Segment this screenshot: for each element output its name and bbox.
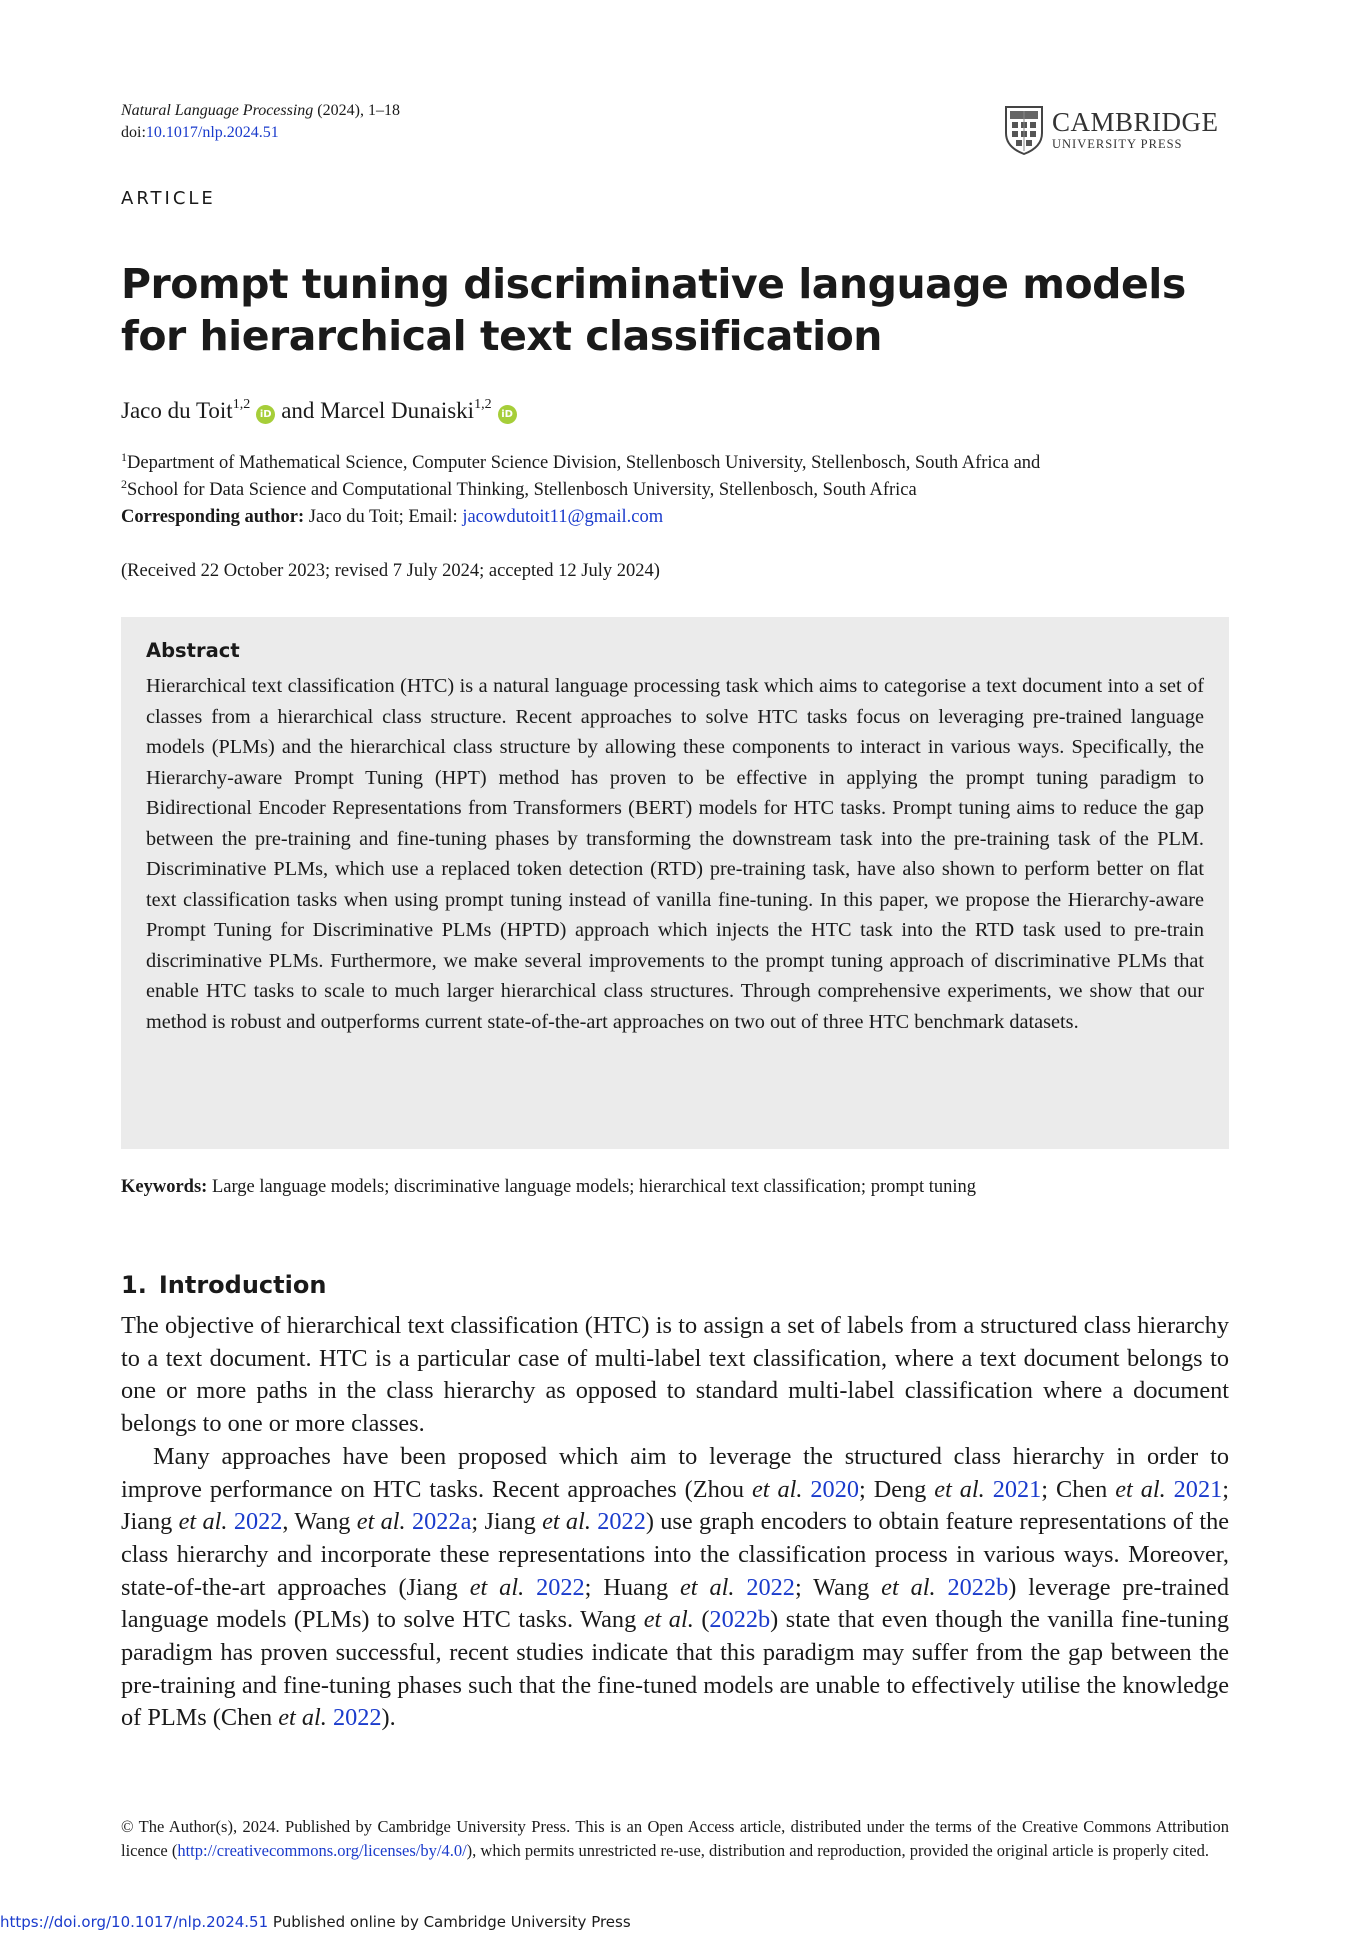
text-run (985, 1476, 993, 1503)
copyright-notice (121, 1815, 1229, 1863)
footer-doi-link[interactable]: https://doi.org/10.1017/nlp.2024.51 (0, 1913, 269, 1931)
publisher-logo (1004, 104, 1229, 156)
abstract-heading: Abstract (146, 639, 240, 662)
citation-link[interactable]: 2021 (1173, 1475, 1223, 1503)
affiliation-number: 2 (121, 477, 127, 491)
corresponding-text: Jaco du Toit; Email: (304, 507, 463, 527)
author-name: Jaco du Toit (121, 398, 233, 423)
abstract-box (121, 617, 1229, 1149)
text-run: ) use graph encoders to obtain feature representations of the class hierarchy and incorporate these representations into the classification process in various ways. Moreover, state-of-the-art approaches (Jiang (121, 1508, 1230, 1601)
citation-link[interactable]: 2022b (947, 1573, 1009, 1601)
orcid-icon[interactable]: iD (498, 405, 517, 424)
keywords-text: Large language models; discriminative language models; hierarchical text classification; prompt tuning (207, 1177, 977, 1197)
doi-link[interactable]: 10.1017/nlp.2024.51 (145, 124, 279, 141)
article-type-label: ARTICLE (121, 188, 216, 209)
corresponding-label: Corresponding author: (121, 507, 305, 527)
italic-run: et al. (643, 1606, 694, 1634)
copyright-text: ), which permits unrestricted re-use, distribution and reproduction, provided the original article is properly cited. (466, 1841, 1209, 1860)
doi-prefix: doi: (121, 124, 146, 141)
section-heading (121, 1270, 326, 1300)
italic-run: et al. (751, 1475, 803, 1503)
received-dates: (Received 22 October 2023; revised 7 July 2024; accepted 12 July 2024) (121, 561, 660, 581)
citation-link[interactable]: 2020 (810, 1475, 859, 1503)
text-run (734, 1574, 746, 1601)
text-run (524, 1574, 536, 1601)
affiliation-text: School for Data Science and Computational Thinking, Stellenbosch University, Stellenbosch, South Africa (127, 480, 917, 500)
body-text (121, 1310, 1229, 1735)
citation-link[interactable]: 2022 (233, 1508, 283, 1536)
italic-run: et al. (934, 1475, 985, 1503)
copyright-text: © The Author(s), 2024. Published by Cambridge University Press. This is an Open Access article, distributed under the terms of the Creative Commons Attribution licence ( (121, 1817, 1229, 1860)
text-run (1166, 1476, 1174, 1503)
text-run: ) state that even though the vanilla fine-tuning paradigm has proven successful, recent studies indicate that this paradigm may suffer from the gap between the pre-training and fine-tuning phases such that the fine-tuned models are unable to effectively utilise the knowledge of PLMs (Chen (121, 1606, 1230, 1732)
text-run: , Wang (282, 1508, 357, 1536)
keywords (121, 1174, 976, 1200)
license-link[interactable]: http://creativecommons.org/licenses/by/4.0/ (177, 1841, 467, 1860)
journal-name: Natural Language Processing (121, 102, 314, 119)
text-run: ( (693, 1606, 710, 1634)
italic-run: et al. (680, 1573, 735, 1601)
author-affiliation-sup: 1,2 (232, 397, 251, 412)
journal-header (121, 100, 400, 144)
text-run: ). (381, 1704, 396, 1732)
italic-run: et al. (542, 1508, 591, 1536)
text-run: Many approaches have been proposed which aim to leverage the structured class hierarchy in order to improve performance on HTC tasks. Recent approaches (Zhou (121, 1442, 1229, 1503)
affiliation-number: 1 (121, 450, 127, 464)
email-link[interactable]: jacowdutoit11@gmail.com (462, 507, 664, 527)
abstract-text: Hierarchical text classification (HTC) is a natural language processing task which aims to categorise a text document into a set of classes from a hierarchical class structure. Recent approaches to solve HTC tasks focus on leveraging pre-trained language models (PLMs) and the hierarchical class structure by allowing these components to interact in various ways. Specifically, the Hierarchy-aware Prompt Tuning (HPT) method has proven to be effective in applying the prompt tuning paradigm to Bidirectional Encoder Representations from Transformers (BERT) models for HTC tasks. Prompt tuning aims to reduce the gap between the pre-training and fine-tuning phases by transforming the downstream task into the pre-training task of the PLM. Discriminative PLMs, which use a replaced token detection (RTD) pre-training task, have also shown to perform better on flat text classification tasks when using prompt tuning instead of vanilla fine-tuning. In this paper, we propose the Hierarchy-aware Prompt Tuning for Discriminative PLMs (HPTD) approach which injects the HTC task into the RTD task used to pre-train discriminative PLMs. Furthermore, we make several improvements to the prompt tuning approach of discriminative PLMs that enable HTC tasks to scale to much larger hierarchical class structures. Through comprehensive experiments, we show that our method is robust and outperforms current state-of-the-art approaches on two out of three HTC benchmark datasets. (146, 675, 1204, 1033)
section-title: Introduction (158, 1271, 327, 1299)
citation-link[interactable]: 2022a (411, 1508, 472, 1536)
text-run: ) leverage pre-trained language models (PLMs) to solve HTC tasks. Wang (121, 1573, 1230, 1634)
orcid-icon[interactable]: iD (256, 405, 275, 424)
paragraph: The objective of hierarchical text classification (HTC) is to assign a set of labels from a structured class hierarchy to a text document. HTC is a particular case of multi-label text classification, where a text document belongs to one or more paths in the class hierarchy as opposed to standard multi-label classification where a document belongs to one or more classes. (121, 1312, 1229, 1438)
paragraph (121, 1441, 1229, 1735)
publisher-name: CAMBRIDGE (1052, 107, 1219, 138)
italic-run: et al. (881, 1573, 936, 1601)
footer (0, 1911, 631, 1933)
publisher-subtitle: UNIVERSITY PRESS (1052, 137, 1183, 152)
citation-link[interactable]: 2022 (597, 1508, 646, 1536)
text-run: ; Wang (794, 1573, 882, 1601)
footer-text: Published online by Cambridge University Press (268, 1913, 631, 1931)
text-run: ; Jiang (471, 1508, 543, 1536)
text-run: ; Deng (859, 1475, 935, 1503)
citation-link[interactable]: 2022 (536, 1573, 585, 1601)
author-line (121, 396, 523, 426)
citation-link[interactable]: 2021 (992, 1475, 1042, 1503)
text-run: ; Chen (1041, 1475, 1116, 1503)
keywords-label: Keywords: (121, 1177, 208, 1197)
text-run: ; Jiang (121, 1475, 1230, 1536)
section-number: 1. (121, 1271, 147, 1299)
italic-run: et al. (469, 1573, 525, 1601)
italic-run: et al. (178, 1508, 228, 1536)
author-connector: and Marcel Dunaiski (281, 398, 475, 423)
italic-run: et al. (1115, 1475, 1166, 1503)
citation-link[interactable]: 2022 (332, 1704, 382, 1732)
italic-run: et al. (278, 1704, 327, 1732)
citation-link[interactable]: 2022b (709, 1606, 771, 1634)
text-run: ; Huang (584, 1573, 681, 1601)
paper-title: Prompt tuning discriminative language models for hierarchical text classification (121, 260, 1186, 360)
text-run (936, 1574, 948, 1601)
journal-meta: (2024), 1–18 (313, 102, 400, 119)
author-affiliation-sup: 1,2 (474, 397, 492, 412)
citation-link[interactable]: 2022 (746, 1573, 795, 1601)
italic-run: et al. (356, 1508, 406, 1536)
affiliations (121, 450, 1231, 531)
affiliation-text: Department of Mathematical Science, Computer Science Division, Stellenbosch University, Stellenbosch, South Africa and (127, 453, 1041, 473)
cambridge-shield-icon (1004, 105, 1044, 155)
